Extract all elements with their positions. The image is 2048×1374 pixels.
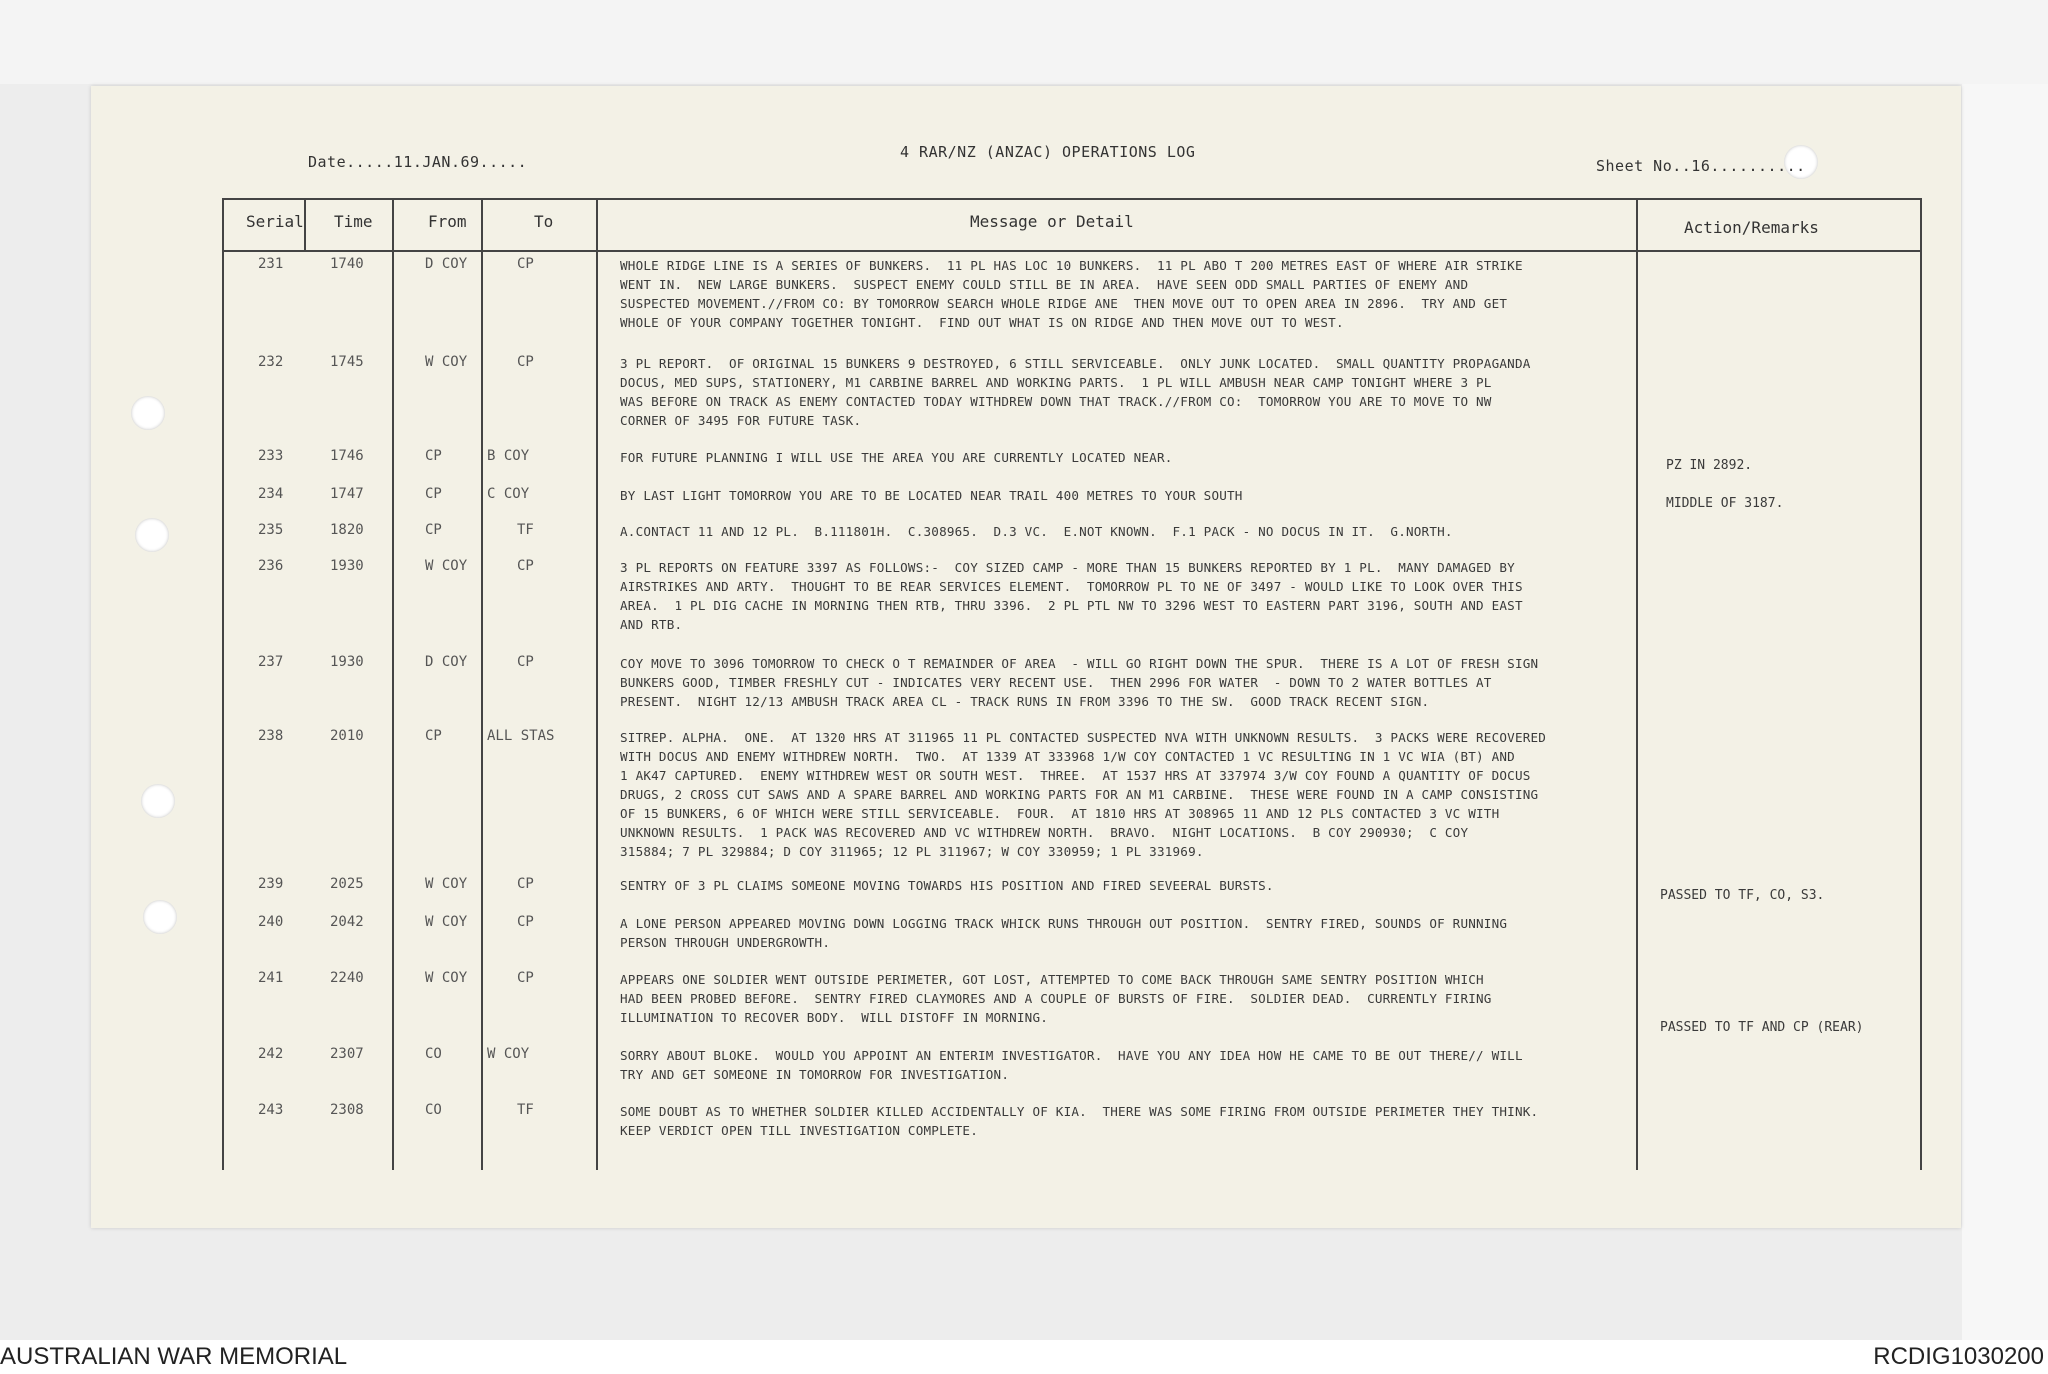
entry-message-line: 3 PL REPORT. OF ORIGINAL 15 BUNKERS 9 DESTROYED, 6 STILL SERVICEABLE. ONLY JUNK LOCATED. SMALL QUANTITY PROPAGANDA	[620, 356, 1531, 371]
entry-time: 1930	[330, 558, 364, 574]
entry-message-line: COY MOVE TO 3096 TOMORROW TO CHECK O T REMAINDER OF AREA - WILL GO RIGHT DOWN THE SPUR. THERE IS A LOT OF FRESH SIGN	[620, 656, 1539, 671]
entry-serial: 237	[258, 654, 284, 670]
page-title: 4 RAR/NZ (ANZAC) OPERATIONS LOG	[900, 143, 1196, 161]
entry-from: CO	[425, 1046, 442, 1062]
entry-message	[620, 914, 1680, 952]
entry-to: CP	[517, 256, 534, 272]
column-header-time: Time	[334, 212, 373, 231]
entry-time: 1745	[330, 354, 364, 370]
entry-message-line: SITREP. ALPHA. ONE. AT 1320 HRS AT 311965 11 PL CONTACTED SUSPECTED NVA WITH UNKNOWN RESULTS. 3 PACKS WERE RECOVERED	[620, 730, 1547, 745]
entry-time: 2308	[330, 1102, 364, 1118]
entry-message-line: WHOLE RIDGE LINE IS A SERIES OF BUNKERS. 11 PL HAS LOC 10 BUNKERS. 11 PL ABO T 200 METRES EAST OF WHERE AIR STRIKE	[620, 258, 1523, 273]
column-header-message: Message or Detail	[970, 212, 1134, 231]
column-rule	[222, 198, 224, 1170]
entry-to: CP	[517, 654, 534, 670]
entry-serial: 243	[258, 1102, 284, 1118]
entry-message	[620, 1046, 1680, 1084]
entry-serial: 232	[258, 354, 284, 370]
entry-message-line: 1 AK47 CAPTURED. ENEMY WITHDREW WEST OR SOUTH WEST. THREE. AT 1537 HRS AT 337974 3/W COY FOUND A QUANTITY OF DOCUS	[620, 768, 1531, 783]
entry-time: 1747	[330, 486, 364, 502]
entry-message	[620, 448, 1680, 467]
entry-remark: PZ IN 2892.	[1666, 458, 1753, 473]
entry-message-line: A LONE PERSON APPEARED MOVING DOWN LOGGING TRACK WHICK RUNS THROUGH OUT POSITION. SENTRY FIRED, SOUNDS OF RUNNING	[620, 916, 1508, 931]
entry-message-line: WITH DOCUS AND ENEMY WITHDREW NORTH. TWO. AT 1339 AT 333968 1/W COY CONTACTED 1 VC RESULTING IN 1 VC WIA (BT) AND	[620, 749, 1515, 764]
column-rule	[304, 198, 306, 250]
entry-serial: 242	[258, 1046, 284, 1062]
entry-to: B COY	[487, 448, 530, 464]
entry-serial: 231	[258, 256, 284, 272]
entry-time: 2025	[330, 876, 364, 892]
column-rule	[392, 198, 394, 1170]
scan-right-margin	[1962, 84, 2048, 1344]
entry-remark: MIDDLE OF 3187.	[1666, 496, 1784, 511]
entry-message-line: BY LAST LIGHT TOMORROW YOU ARE TO BE LOCATED NEAR TRAIL 400 METRES TO YOUR SOUTH	[620, 488, 1243, 503]
entry-to: ALL STAS	[487, 728, 555, 744]
entry-message-line: DOCUS, MED SUPS, STATIONERY, M1 CARBINE BARREL AND WORKING PARTS. 1 PL WILL AMBUSH NEAR CAMP TONIGHT WHERE 3 PL	[620, 375, 1492, 390]
punch-hole	[143, 900, 177, 934]
entry-from: CP	[425, 448, 442, 464]
entry-message-line: DRUGS, 2 CROSS CUT SAWS AND A SPARE BARREL AND WORKING PARTS FOR AN M1 CARBINE. THESE WERE FOUND IN A CAMP CONSISTING	[620, 787, 1539, 802]
entry-time: 1820	[330, 522, 364, 538]
column-header-to: To	[534, 212, 554, 231]
date-field: Date.....11.JAN.69.....	[308, 153, 528, 171]
entry-message	[620, 654, 1680, 711]
entry-message-line: WAS BEFORE ON TRACK AS ENEMY CONTACTED TODAY WITHDREW DOWN THAT TRACK.//FROM CO: TOMORROW YOU ARE TO MOVE TO NW	[620, 394, 1492, 409]
table-top-rule	[222, 198, 1922, 200]
entry-from: D COY	[425, 654, 468, 670]
entry-message-line: HAD BEEN PROBED BEFORE. SENTRY FIRED CLAYMORES AND A COUPLE OF BURSTS OF FIRE. SOLDIER DEAD. CURRENTLY FIRING	[620, 991, 1492, 1006]
entry-serial: 235	[258, 522, 284, 538]
entry-message-line: 315884; 7 PL 329884; D COY 311965; 12 PL 311967; W COY 330959; 1 PL 331969.	[620, 844, 1204, 859]
entry-message	[620, 558, 1680, 634]
entry-from: W COY	[425, 970, 468, 986]
punch-hole	[131, 396, 165, 430]
entry-message-line: KEEP VERDICT OPEN TILL INVESTIGATION COMPLETE.	[620, 1123, 978, 1138]
entry-from: W COY	[425, 354, 468, 370]
entry-from: CP	[425, 728, 442, 744]
entry-message-line: UNKNOWN RESULTS. 1 PACK WAS RECOVERED AND VC WITHDREW NORTH. BRAVO. NIGHT LOCATIONS. B COY 290930; C COY	[620, 825, 1469, 840]
entry-message-line: OF 15 BUNKERS, 6 OF WHICH WERE STILL SERVICEABLE. FOUR. AT 1810 HRS AT 308965 11 AND 12 PLS CONTACTED 3 VC WITH	[620, 806, 1500, 821]
entry-from: W COY	[425, 558, 468, 574]
entry-from: W COY	[425, 876, 468, 892]
punch-hole	[141, 784, 175, 818]
entry-message-line: AREA. 1 PL DIG CACHE IN MORNING THEN RTB, THRU 3396. 2 PL PTL NW TO 3296 WEST TO EASTERN PART 3196, SOUTH AND EAST	[620, 598, 1523, 613]
entry-message-line: A.CONTACT 11 AND 12 PL. B.111801H. C.308965. D.3 VC. E.NOT KNOWN. F.1 PACK - NO DOCUS IN IT. G.NORTH.	[620, 524, 1453, 539]
scan-top-margin	[0, 0, 2048, 84]
entry-message-line: TRY AND GET SOMEONE IN TOMORROW FOR INVESTIGATION.	[620, 1067, 1010, 1082]
footer-record-id: RCDIG1030200	[1873, 1343, 2044, 1370]
entry-message	[620, 1102, 1680, 1140]
entry-to: CP	[517, 970, 534, 986]
entry-message	[620, 876, 1680, 895]
punch-hole	[135, 518, 169, 552]
entry-serial: 233	[258, 448, 284, 464]
entry-to: C COY	[487, 486, 530, 502]
entry-to: CP	[517, 876, 534, 892]
entry-from: CO	[425, 1102, 442, 1118]
column-rule	[1920, 198, 1922, 1170]
entry-serial: 240	[258, 914, 284, 930]
entry-from: W COY	[425, 914, 468, 930]
entry-time: 1740	[330, 256, 364, 272]
entry-message-line: ILLUMINATION TO RECOVER BODY. WILL DISTOFF IN MORNING.	[620, 1010, 1049, 1025]
entry-message	[620, 970, 1680, 1027]
entry-message	[620, 728, 1680, 861]
entry-time: 2042	[330, 914, 364, 930]
entry-message-line: CORNER OF 3495 FOR FUTURE TASK.	[620, 413, 862, 428]
entry-time: 1746	[330, 448, 364, 464]
entry-from: D COY	[425, 256, 468, 272]
entry-message	[620, 522, 1680, 541]
entry-from: CP	[425, 486, 442, 502]
entry-message-line: APPEARS ONE SOLDIER WENT OUTSIDE PERIMETER, GOT LOST, ATTEMPTED TO COME BACK THROUGH SAME SENTRY POSITION WHICH	[620, 972, 1484, 987]
entry-message-line: AIRSTRIKES AND ARTY. THOUGHT TO BE REAR SERVICES ELEMENT. TOMORROW PL TO NE OF 3497 - WOULD LIKE TO LOOK OVER THIS	[620, 579, 1523, 594]
table-header-rule	[222, 250, 1922, 252]
entry-to: W COY	[487, 1046, 530, 1062]
column-header-action: Action/Remarks	[1684, 218, 1819, 237]
entry-message-line: SORRY ABOUT BLOKE. WOULD YOU APPOINT AN ENTERIM INVESTIGATOR. HAVE YOU ANY IDEA HOW HE CAME TO BE OUT THERE// WILL	[620, 1048, 1523, 1063]
entry-message	[620, 256, 1680, 332]
entry-serial: 238	[258, 728, 284, 744]
sheet-number-field: Sheet No..16..........	[1596, 157, 1806, 175]
column-header-serial: Serial	[246, 212, 304, 231]
entry-message-line: BUNKERS GOOD, TIMBER FRESHLY CUT - INDICATES VERY RECENT USE. THEN 2996 FOR WATER - DOWN TO 2 WATER BOTTLES AT	[620, 675, 1492, 690]
entry-message-line: FOR FUTURE PLANNING I WILL USE THE AREA YOU ARE CURRENTLY LOCATED NEAR.	[620, 450, 1173, 465]
entry-message-line: PRESENT. NIGHT 12/13 AMBUSH TRACK AREA CL - TRACK RUNS IN FROM 3396 TO THE SW. GOOD TRACK RECENT SIGN.	[620, 694, 1430, 709]
column-rule	[596, 198, 598, 1170]
entry-serial: 241	[258, 970, 284, 986]
entry-from: CP	[425, 522, 442, 538]
entry-to: TF	[517, 522, 534, 538]
entry-message-line: PERSON THROUGH UNDERGROWTH.	[620, 935, 831, 950]
entry-message-line: 3 PL REPORTS ON FEATURE 3397 AS FOLLOWS:- COY SIZED CAMP - MORE THAN 15 BUNKERS REPORTED BY 1 PL. MANY DAMAGED BY	[620, 560, 1515, 575]
entry-serial: 234	[258, 486, 284, 502]
entry-message-line: AND RTB.	[620, 617, 683, 632]
column-header-from: From	[428, 212, 467, 231]
entry-message-line: SENTRY OF 3 PL CLAIMS SOMEONE MOVING TOWARDS HIS POSITION AND FIRED SEVEERAL BURSTS.	[620, 878, 1274, 893]
entry-message-line: SOME DOUBT AS TO WHETHER SOLDIER KILLED ACCIDENTALLY OF KIA. THERE WAS SOME FIRING FROM OUTSIDE PERIMETER THEY THINK.	[620, 1104, 1539, 1119]
footer-institution: AUSTRALIAN WAR MEMORIAL	[0, 1343, 348, 1370]
column-rule	[481, 198, 483, 1170]
entry-message-line: SUSPECTED MOVEMENT.//FROM CO: BY TOMORROW SEARCH WHOLE RIDGE ANE THEN MOVE OUT TO OPEN AREA IN 2896. TRY AND GET	[620, 296, 1508, 311]
entry-to: CP	[517, 354, 534, 370]
entry-message-line: WHOLE OF YOUR COMPANY TOGETHER TONIGHT. FIND OUT WHAT IS ON RIDGE AND THEN MOVE OUT TO WEST.	[620, 315, 1344, 330]
entry-serial: 239	[258, 876, 284, 892]
entry-time: 2010	[330, 728, 364, 744]
entry-remark: PASSED TO TF, CO, S3.	[1660, 888, 1825, 903]
entry-time: 2307	[330, 1046, 364, 1062]
entry-remark: PASSED TO TF AND CP (REAR)	[1660, 1020, 1864, 1035]
entry-to: CP	[517, 914, 534, 930]
entry-message-line: WENT IN. NEW LARGE BUNKERS. SUSPECT ENEMY COULD STILL BE IN AREA. HAVE SEEN ODD SMALL PARTIES OF ENEMY AND	[620, 277, 1469, 292]
entry-to: TF	[517, 1102, 534, 1118]
entry-to: CP	[517, 558, 534, 574]
entry-time: 1930	[330, 654, 364, 670]
entry-time: 2240	[330, 970, 364, 986]
entry-message	[620, 354, 1680, 430]
entry-message	[620, 486, 1680, 505]
entry-serial: 236	[258, 558, 284, 574]
